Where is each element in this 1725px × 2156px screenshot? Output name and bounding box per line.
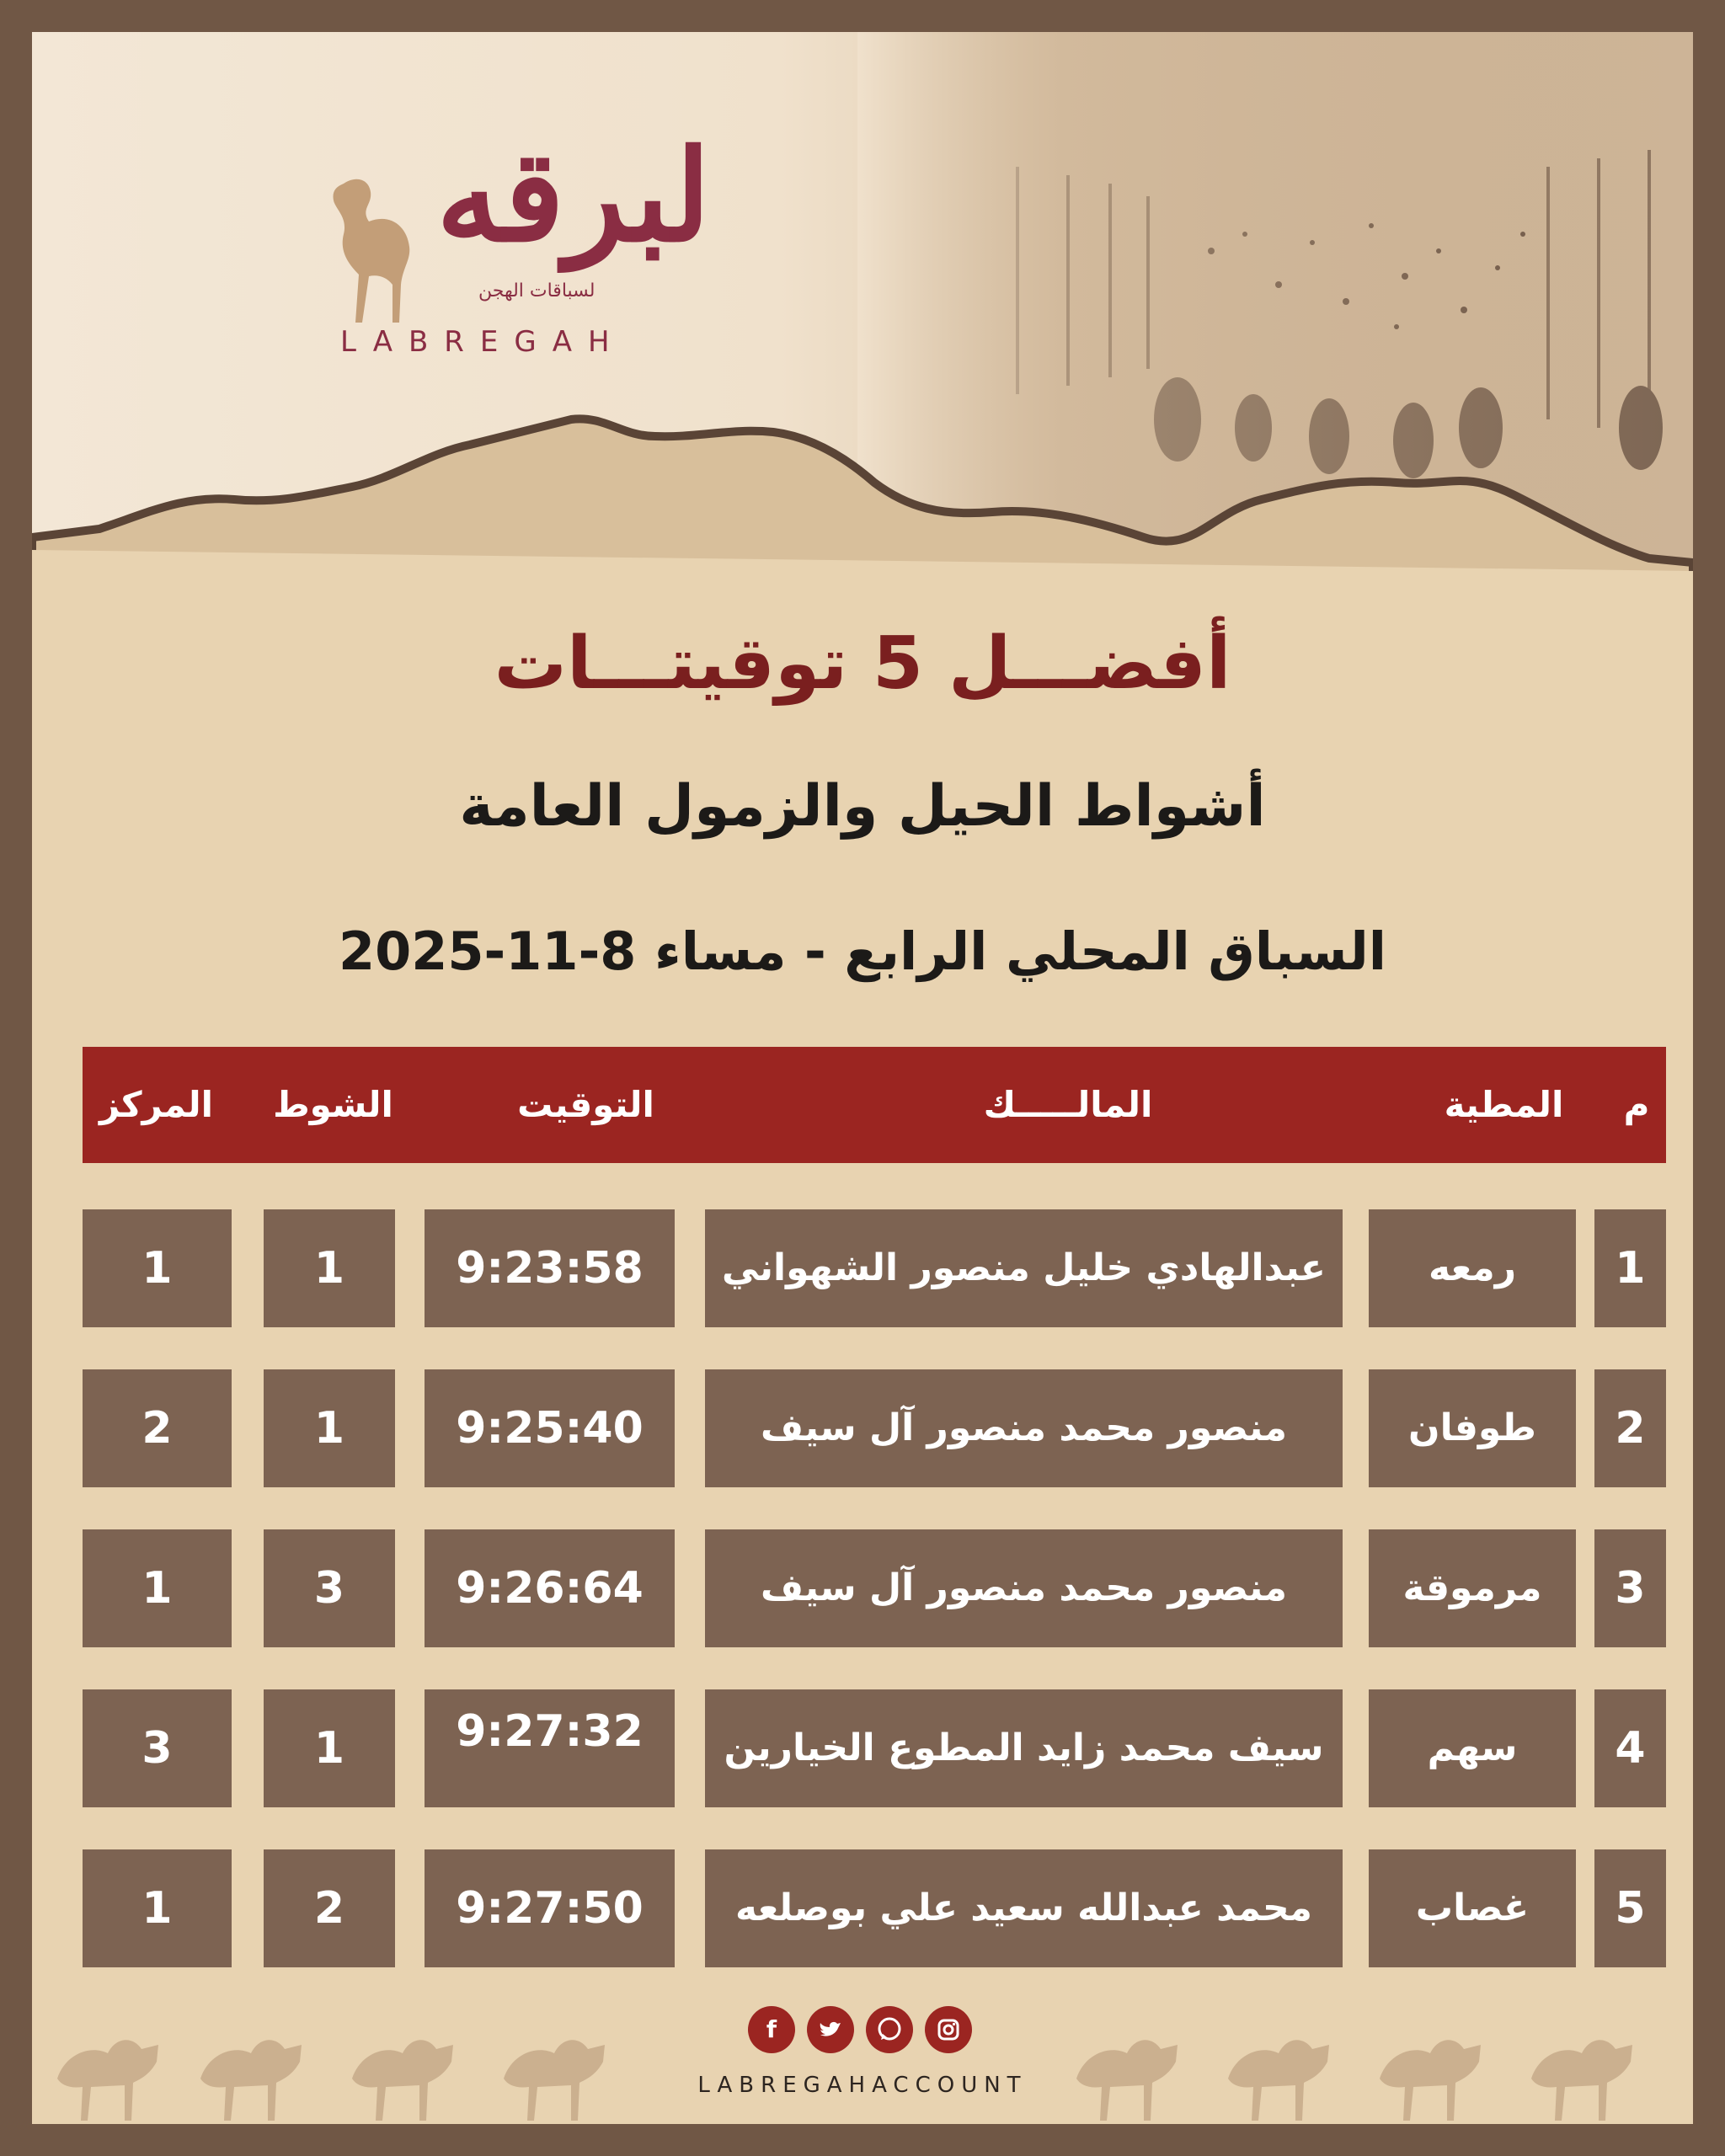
cell-camel: غصاب — [1369, 1849, 1576, 1967]
cell-rank-no: 5 — [1594, 1849, 1666, 1967]
cell-heat: 1 — [264, 1369, 395, 1487]
cell-time: 9:27:50 — [425, 1849, 675, 1967]
cell-place: 1 — [83, 1209, 232, 1327]
logo-arabic-name: لبرقه — [436, 122, 711, 270]
cell-time: 9:27:32 — [425, 1689, 675, 1807]
cell-owner: منصور محمد منصور آل سيف — [705, 1369, 1343, 1487]
poster — [32, 32, 1693, 2124]
cell-place: 1 — [83, 1849, 232, 1967]
page-subtitle: أشواط الحيل والزمول العامة — [459, 773, 1266, 840]
cell-rank-no: 4 — [1594, 1689, 1666, 1807]
cell-time: 9:25:40 — [425, 1369, 675, 1487]
header-camel: المطية — [1444, 1084, 1564, 1125]
cell-camel: رمعه — [1369, 1209, 1576, 1327]
header-rank-no: م — [1623, 1084, 1650, 1125]
social-links — [748, 2006, 1034, 2057]
cell-place: 1 — [83, 1529, 232, 1647]
cell-heat: 2 — [264, 1849, 395, 1967]
cell-camel: طوفان — [1369, 1369, 1576, 1487]
cell-place: 2 — [83, 1369, 232, 1487]
cell-time: 9:23:58 — [425, 1209, 675, 1327]
whatsapp-icon[interactable] — [866, 2006, 913, 2053]
instagram-icon[interactable] — [925, 2006, 972, 2053]
cell-time: 9:26:64 — [425, 1529, 675, 1647]
camel-logo-icon — [310, 175, 419, 327]
cell-rank-no: 3 — [1594, 1529, 1666, 1647]
cell-camel: سهم — [1369, 1689, 1576, 1807]
twitter-icon[interactable] — [807, 2006, 854, 2053]
table-header — [83, 1047, 1666, 1163]
cell-heat: 1 — [264, 1689, 395, 1807]
cell-camel: مرموقة — [1369, 1529, 1576, 1647]
social-handle: LABREGAHACCOUNT — [697, 2073, 1028, 2098]
logo-english-name: LABREGAH — [340, 325, 626, 359]
cell-owner: منصور محمد منصور آل سيف — [705, 1529, 1343, 1647]
facebook-icon[interactable]: f — [748, 2006, 795, 2053]
cell-owner: عبدالهادي خليل منصور الشهواني — [705, 1209, 1343, 1327]
header-place: المركز — [99, 1084, 213, 1125]
cell-rank-no: 1 — [1594, 1209, 1666, 1327]
cell-heat: 1 — [264, 1209, 395, 1327]
cell-heat: 3 — [264, 1529, 395, 1647]
header-heat: الشوط — [273, 1084, 393, 1125]
hero-banner — [32, 32, 1693, 571]
labregah-logo — [310, 122, 849, 377]
cell-rank-no: 2 — [1594, 1369, 1666, 1487]
race-info: السباق المحلي الرابع - مساء 8-11-2025 — [338, 921, 1386, 982]
cell-place: 3 — [83, 1689, 232, 1807]
header-time: التوقيت — [517, 1084, 654, 1125]
cell-owner: سيف محمد زايد المطوع الخيارين — [705, 1689, 1343, 1807]
page-title: أفضـــل 5 توقيتـــات — [494, 622, 1231, 706]
cell-owner: محمد عبدالله سعيد علي بوصلعه — [705, 1849, 1343, 1967]
header-owner: المالـــــك — [983, 1084, 1153, 1125]
desert-ridge-divider — [32, 403, 1693, 622]
logo-tagline: لسباقات الهجن — [478, 280, 595, 302]
